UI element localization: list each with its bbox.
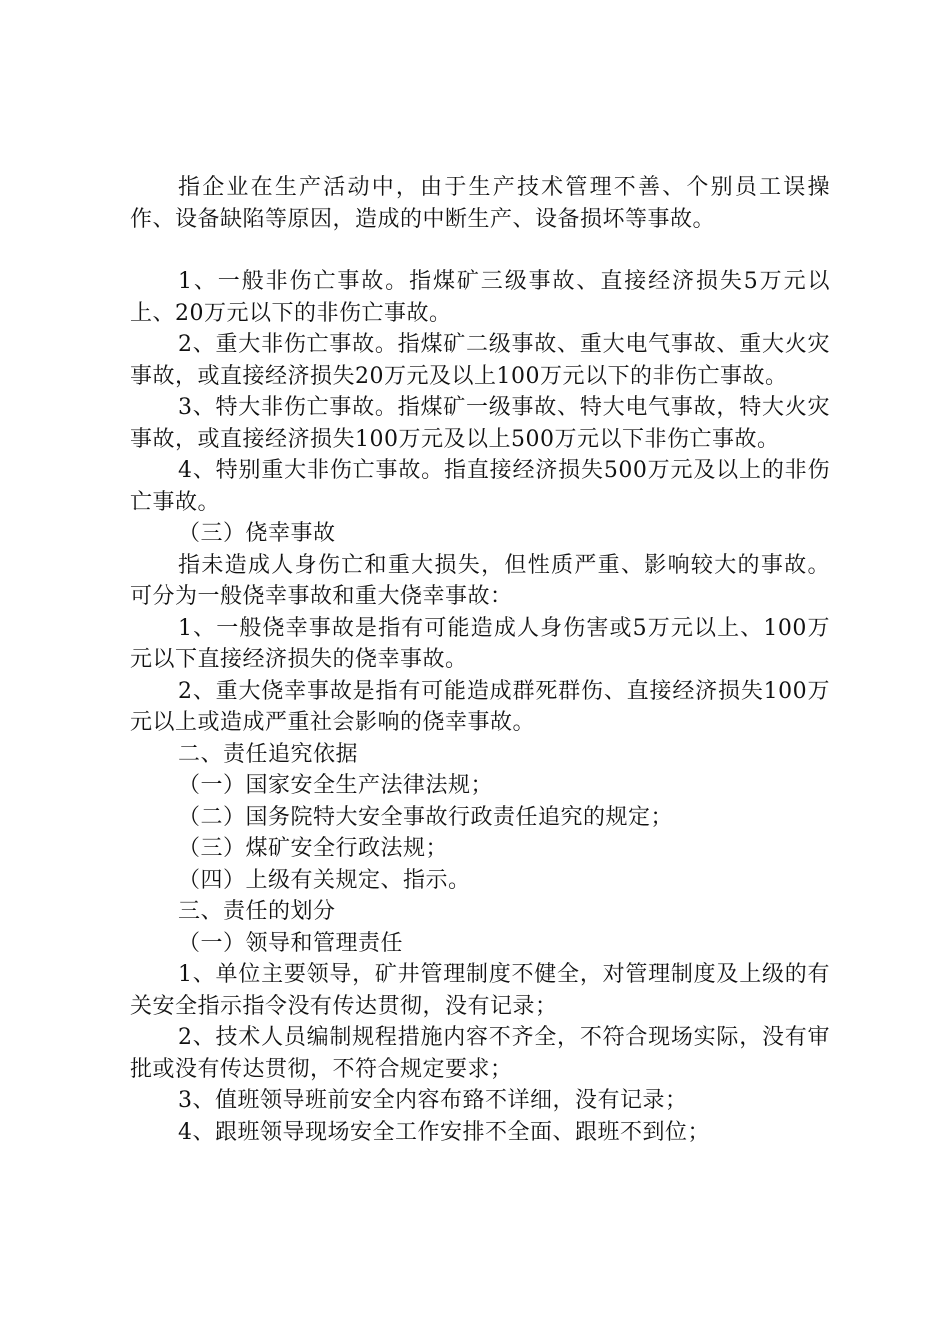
paragraph-major-near-miss: 2、重大侥幸事故是指有可能造成群死群伤、直接经济损失100万元以上或造成严重社会影响的侥幸事故。 [130,678,830,735]
list-item-responsibility-3: 3、值班领导班前安全内容布臵不详细，没有记录； [178,1088,688,1113]
paragraph-severe-non-fatal: 3、特大非伤亡事故。指煤矿一级事故、特大电气事故，特大火灾事故，或直接经济损失100万元及以上500万元以下非伤亡事故。 [130,395,830,452]
heading-responsibility-division: 三、责任的划分 [178,899,336,924]
intro-paragraph: 指企业在生产活动中，由于生产技术管理不善、个别员工误操作、设备缺陷等原因，造成的中断生产、设备损坏等事故。 [130,175,830,232]
list-item-basis-2: （二）国务院特大安全事故行政责任追究的规定； [178,804,674,830]
paragraph-major-non-fatal: 2、重大非伤亡事故。指煤矿二级事故、重大电气事故、重大火灾事故，或直接经济损失20万元及以上100万元以下的非伤亡事故。 [130,332,830,389]
list-item-basis-1: （一）国家安全生产法律法规； [178,773,494,798]
list-item-responsibility-1: 1、单位主要领导，矿井管理制度不健全，对管理制度及上级的有关安全指示指令没有传达贯彻，没有记录； [130,962,830,1019]
list-item-responsibility-4: 4、跟班领导现场安全工作安排不全面、跟班不到位； [178,1119,710,1145]
paragraph-spacer [130,235,830,266]
list-item-basis-3: （三）煤矿安全行政法规； [178,836,449,861]
list-item-responsibility-2: 2、技术人员编制规程措施内容不齐全，不符合现场实际，没有审批或没有传达贯彻，不符合规定要求； [130,1025,830,1082]
paragraph-general-non-fatal: 1、一般非伤亡事故。指煤矿三级事故、直接经济损失5万元以上、20万元以下的非伤亡事故。 [130,269,830,326]
heading-accountability-basis: 二、责任追究依据 [178,741,359,767]
heading-near-miss: （三）侥幸事故 [178,521,336,546]
paragraph-general-near-miss: 1、一般侥幸事故是指有可能造成人身伤害或5万元以上、100万元以下直接经济损失的侥幸事故。 [130,615,830,672]
document-body [130,172,830,1148]
list-item-basis-4: （四）上级有关规定、指示。 [178,867,471,893]
heading-leadership-responsibility: （一）领导和管理责任 [178,930,404,956]
paragraph-near-miss-definition: 指未造成人身伤亡和重大损失，但性质严重、影响较大的事故。可分为一般侥幸事故和重大侥幸事故： [130,552,830,609]
paragraph-especially-major-non-fatal: 4、特别重大非伤亡事故。指直接经济损失500万元及以上的非伤亡事故。 [130,458,830,515]
